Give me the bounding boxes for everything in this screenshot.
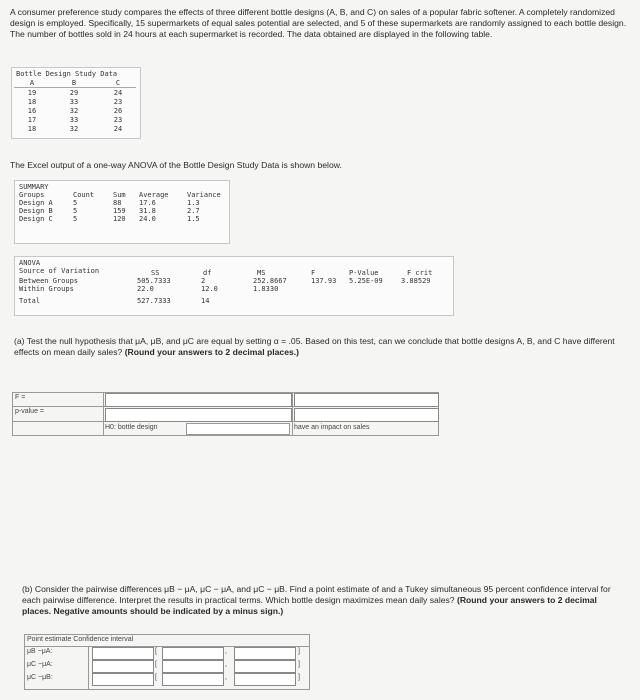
pairwise-label: μB −μA: <box>27 648 53 655</box>
data-cell: 18 <box>27 98 37 106</box>
anova-cell: 527.7333 <box>137 297 171 305</box>
summary-cell: Design A <box>19 199 53 207</box>
summary-cell: 5 <box>73 215 78 223</box>
data-cell: 17 <box>27 116 37 124</box>
bottle-data-table <box>11 67 141 139</box>
data-cell: 24 <box>113 125 123 133</box>
h0-label: H0: bottle design <box>105 424 158 431</box>
part-b-answer-grid <box>24 634 310 690</box>
part-a-instruction: (Round your answers to 2 decimal places.) <box>124 347 299 357</box>
part-a-answer-grid <box>12 392 439 436</box>
ci-lower-input[interactable] <box>162 660 224 673</box>
anova-cell: 14 <box>201 297 210 305</box>
part-b-question <box>22 584 624 617</box>
summary-header-variance: Variance <box>187 191 221 199</box>
summary-cell: Design C <box>19 215 53 223</box>
anova-cell: 12.0 <box>201 285 218 293</box>
data-cell: 18 <box>27 125 37 133</box>
data-cell: 19 <box>27 89 37 97</box>
data-cell: 32 <box>69 125 79 133</box>
data-header-c: C <box>115 79 121 87</box>
data-cell: 26 <box>113 107 123 115</box>
open-bracket: [ <box>155 674 157 681</box>
ci-upper-input[interactable] <box>234 660 296 673</box>
anova-cell: 22.0 <box>137 285 154 293</box>
summary-header-count: Count <box>73 191 95 199</box>
data-cell: 29 <box>69 89 79 97</box>
data-cell: 24 <box>113 89 123 97</box>
data-cell: 32 <box>69 107 79 115</box>
h0-select[interactable] <box>186 423 290 435</box>
anova-cell: 137.93 <box>311 277 337 285</box>
data-table-title: Bottle Design Study Data <box>16 70 118 78</box>
part-a-text: (a) Test the null hypothesis that μA, μB, and μC are equal by setting α = .05. Based on this test, can we conclude that bottle designs A, B, and C have different effects on mean daily sales? <box>14 336 615 357</box>
anova-header-df: df <box>203 269 212 277</box>
data-header-b: B <box>71 79 77 87</box>
comma: , <box>225 648 227 655</box>
anova-header-source: Source of Variation <box>19 267 100 275</box>
problem-intro: A consumer preference study compares the effects of three different bottle designs (A, B, and C) on sales of a popular fabric softener. A completely randomized design is employed. Specifically, 15 supermarkets of equal sales potential are selected, and 5 of these supermarkets are randomly assigned to each bottle design. The number of bottles sold in 24 hours at each supermarket is recorded. The data obtained are displayed in the following table. <box>10 7 627 39</box>
point-estimate-input[interactable] <box>92 660 154 673</box>
point-estimate-input[interactable] <box>92 673 154 686</box>
summary-cell: 17.6 <box>139 199 156 207</box>
anova-cell: 2 <box>201 277 206 285</box>
data-cell: 23 <box>113 98 123 106</box>
part-b-header: Point estimate Confidence interval <box>27 636 134 643</box>
f-label: F = <box>15 394 26 401</box>
close-bracket: ] <box>298 648 300 655</box>
summary-cell: 1.3 <box>187 199 200 207</box>
summary-label: SUMMARY <box>19 183 49 191</box>
summary-cell: Design B <box>19 207 53 215</box>
data-cell: 16 <box>27 107 37 115</box>
summary-header-average: Average <box>139 191 169 199</box>
data-header-a: A <box>29 79 35 87</box>
part-a-question <box>14 336 626 358</box>
summary-cell: 24.0 <box>139 215 156 223</box>
pairwise-label: μC −μB: <box>27 674 53 681</box>
anova-cell: 5.25E-09 <box>349 277 383 285</box>
anova-summary-table <box>14 180 230 244</box>
open-bracket: [ <box>155 661 157 668</box>
ci-upper-input[interactable] <box>234 647 296 660</box>
anova-cell: 3.88529 <box>401 277 431 285</box>
anova-header-pvalue: P-Value <box>349 269 379 277</box>
summary-cell: 88 <box>113 199 122 207</box>
data-cell: 23 <box>113 116 123 124</box>
summary-cell: 2.7 <box>187 207 200 215</box>
pairwise-label: μC −μA: <box>27 661 53 668</box>
point-estimate-input[interactable] <box>92 647 154 660</box>
ci-lower-input[interactable] <box>162 673 224 686</box>
summary-cell: 1.5 <box>187 215 200 223</box>
anova-header-ms: MS <box>257 269 266 277</box>
summary-header-groups: Groups <box>19 191 45 199</box>
ci-upper-input[interactable] <box>234 673 296 686</box>
p-value-input[interactable] <box>105 408 292 422</box>
data-cell: 33 <box>69 98 79 106</box>
summary-cell: 159 <box>113 207 126 215</box>
close-bracket: ] <box>298 661 300 668</box>
anova-header-f: F <box>311 269 316 277</box>
f-extra-input[interactable] <box>294 393 439 407</box>
summary-cell: 5 <box>73 207 78 215</box>
part-b-text: (b) Consider the pairwise differences μB − μA, μC − μA, and μC − μB. Find a point estimate of and a Tukey simultaneous 95 percent confidence interval for each pairwise difference. Interpret the results in practical terms. Which bottle design maximizes mean daily sales? <box>22 584 611 605</box>
anova-header-ss: SS <box>151 269 160 277</box>
comma: , <box>225 661 227 668</box>
impact-label: have an impact on sales <box>294 424 370 431</box>
anova-cell: 252.8667 <box>253 277 287 285</box>
excel-caption: The Excel output of a one-way ANOVA of the Bottle Design Study Data is shown below. <box>10 160 342 170</box>
anova-table <box>14 256 454 316</box>
open-bracket: [ <box>155 648 157 655</box>
anova-header-fcrit: F crit <box>407 269 433 277</box>
summary-cell: 31.8 <box>139 207 156 215</box>
comma: , <box>225 674 227 681</box>
p-value-label: p-value = <box>15 408 44 415</box>
anova-cell: 505.7333 <box>137 277 171 285</box>
anova-label: ANOVA <box>19 259 41 267</box>
anova-cell: Within Groups <box>19 285 74 293</box>
part-b-instruction: (Round your answers to 2 decimal places. Negative amounts should be indicated by a minus sign.) <box>22 595 597 616</box>
summary-header-sum: Sum <box>113 191 126 199</box>
ci-lower-input[interactable] <box>162 647 224 660</box>
anova-cell: 1.8330 <box>253 285 279 293</box>
f-input[interactable] <box>105 393 292 407</box>
anova-cell: Between Groups <box>19 277 79 285</box>
summary-cell: 5 <box>73 199 78 207</box>
p-value-extra-input[interactable] <box>294 408 439 422</box>
summary-cell: 120 <box>113 215 126 223</box>
anova-cell: Total <box>19 297 41 305</box>
data-cell: 33 <box>69 116 79 124</box>
close-bracket: ] <box>298 674 300 681</box>
